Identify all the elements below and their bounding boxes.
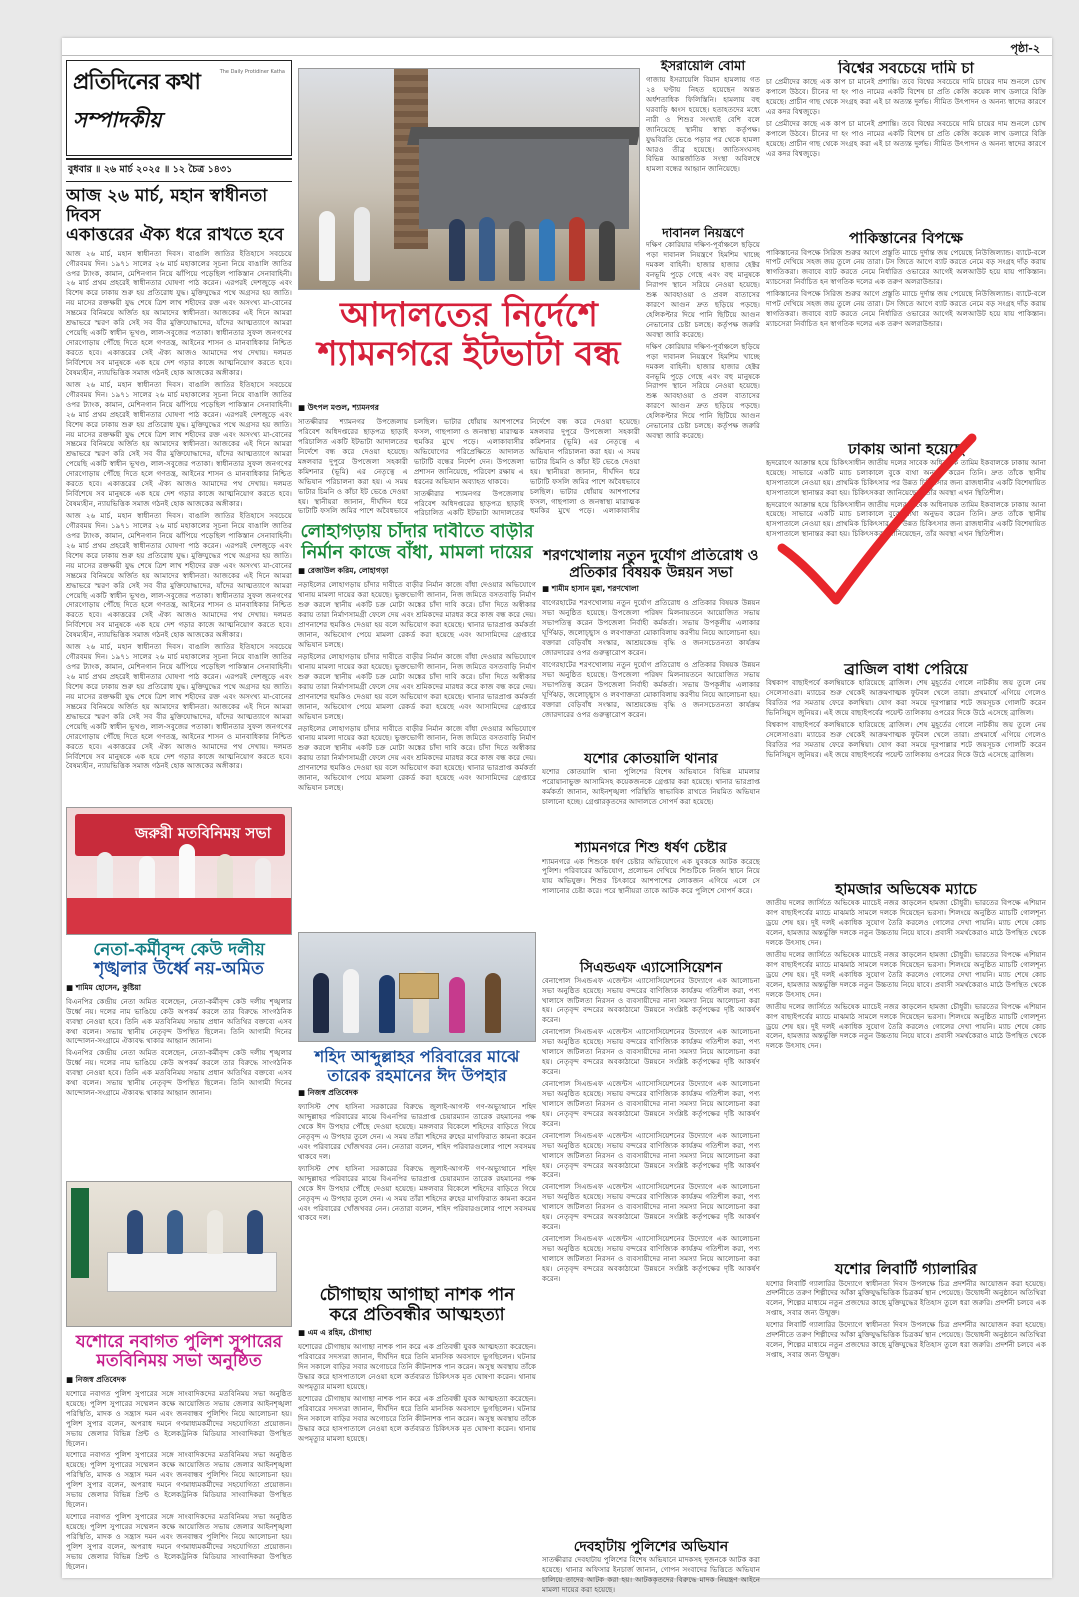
- brazil-headline: ব্রাজিল বাধা পেরিয়ে: [844, 659, 968, 678]
- table-cloth: [67, 898, 291, 934]
- sharankhola-byline: ■ শামীম হাসান মুন্না, শরণখোলা: [542, 584, 639, 594]
- gift-handover-photo: [298, 932, 536, 1042]
- lohagara-body: নড়াইলের লোহাগড়ায় চাঁদার দাবীতে বাড়ীর নির্মান কাজে বাঁধা দেওয়ার অভিযোগে থানায় মামলা দায়ের করা হয়েছে। ভুক্তভোগী জানান, নিজ জমিতে বসতবাড়ি নির্মাণ শুরু করলে স্থানীয় একটি চক্র মোটা অঙ্কের চাঁদা দাবি করে। চাঁদা দিতে অস্বীকার করায় তারা নির্মাণসামগ্রী ফেলে দেয় এবং শ্রমিকদের মারধর করে কাজ বন্ধ করে দেয়। প্রাণনাশের হুমকিও দেওয়া হয় বলে অভিযোগ করা হয়েছে। থানার ভারপ্রাপ্ত কর্মকর্তা জানান, অভিযোগ পেয়ে মামলা রেকর্ড করা হয়েছে এবং আসামিদের গ্রেপ্তারে অভিযান চলছে। নড়াইলের লোহাগড়ায় চাঁদার দাবীতে বাড়ীর নির্মান কাজে বাঁধা দেওয়ার অভিযোগে থানায় মামলা দায়ের করা হয়েছে। ভুক্তভোগী জানান, নিজ জমিতে বসতবাড়ি নির্মাণ শুরু করলে স্থানীয় একটি চক্র মোটা অঙ্কের চাঁদা দাবি করে। চাঁদা দিতে অস্বীকার করায় তারা নির্মাণসামগ্রী ফেলে দেয় এবং শ্রমিকদের মারধর করে কাজ বন্ধ করে দেয়। প্রাণনাশের হুমকিও দেওয়া হয় বলে অভিযোগ করা হয়েছে। থানার ভারপ্রাপ্ত কর্মকর্তা জানান, অভিযোগ পেয়ে মামলা রেকর্ড করা হয়েছে এবং আসামিদের গ্রেপ্তারে অভিযান চলছে। নড়াইলের লোহাগড়ায় চাঁদার দাবীতে বাড়ীর নির্মান কাজে বাঁধা দেওয়ার অভিযোগে থানায় মামলা দায়ের করা হয়েছে। ভুক্তভোগী জানান, নিজ জমিতে বসতবাড়ি নির্মাণ শুরু করলে স্থানীয় একটি চক্র মোটা অঙ্কের চাঁদা দাবি করে। চাঁদা দিতে অস্বীকার করায় তারা নির্মাণসামগ্রী ফেলে দেয় এবং শ্রমিকদের মারধর করে কাজ বন্ধ করে দেয়। প্রাণনাশের হুমকিও দেওয়া হয় বলে অভিযোগ করা হয়েছে। থানার ভারপ্রাপ্ত কর্মকর্তা জানান, অভিযোগ পেয়ে মামলা রেকর্ড করা হয়েছে এবং আসামিদের গ্রেপ্তারে অভিযান চলছে।: [298, 580, 536, 793]
- shyamnagar-child-body: শ্যামনগরে এক শিশুকে ধর্ষণ চেষ্টার অভিযোগে এক যুবককে আটক করেছে পুলিশ। পরিবারের অভিযোগ, প্রলোভন দেখিয়ে শিশুটিকে নির্জন স্থানে নিয়ে যায় অভিযুক্ত। শিশুর চিৎকারে আশপাশের লোকজন এগিয়ে এলে সে পালানোর চেষ্টা করে। পরে স্থানীয়রা তাকে আটক করে পুলিশে সোপর্দ করে।: [542, 856, 760, 896]
- shahid-headline-2: তারেক রহমানের ঈদ উপহার: [327, 1065, 507, 1085]
- column-2: [298, 522, 536, 1542]
- neta-body: বিএনপির কেন্দ্রীয় নেতা অমিত বলেছেন, নেতা-কর্মীবৃন্দ কেউ দলীয় শৃঙ্খলার উর্ধ্বে নয়। দলের নাম ভাঙিয়ে কেউ অপকর্ম করলে তার বিরুদ্ধে সাংগঠনিক ব্যবস্থা নেওয়া হবে। তিনি এক মতবিনিময় সভায় প্রধান অতিথির বক্তব্যে এসব কথা বলেন। সভায় স্থানীয় নেতৃবৃন্দ উপস্থিত ছিলেন। তিনি আগামী দিনের আন্দোলন-সংগ্রামে ঐক্যবদ্ধ থাকার আহ্বান জানান। বিএনপির কেন্দ্রীয় নেতা অমিত বলেছেন, নেতা-কর্মীবৃন্দ কেউ দলীয় শৃঙ্খলার উর্ধ্বে নয়। দলের নাম ভাঙিয়ে কেউ অপকর্ম করলে তার বিরুদ্ধে সাংগঠনিক ব্যবস্থা নেওয়া হবে। তিনি এক মতবিনিময় সভায় প্রধান অতিথির বক্তব্যে এসব কথা বলেন। সভায় স্থানীয় নেতৃবৃন্দ উপস্থিত ছিলেন। তিনি আগামী দিনের আন্দোলন-সংগ্রামে ঐক্যবদ্ধ থাকার আহ্বান জানান।: [66, 996, 292, 1098]
- dhaka-headline: ঢাকায় আনা হয়েছে: [848, 439, 964, 458]
- chougachha-headline-2: করে প্রতিবন্ধীর আত্মহত্যা: [329, 1304, 505, 1325]
- neta-headline-1: নেতা-কর্মীবৃন্দ কেউ দলীয়: [93, 939, 265, 960]
- dateline: বুধবার ॥ ২৬ মার্চ ২০২৫ ॥ ১২ চৈত্র ১৪৩১: [66, 158, 292, 182]
- sharankhola-headline-2: প্রতিকার বিষয়ক উন্নয়ন সভা: [569, 563, 733, 581]
- person-figure: [354, 207, 370, 281]
- conference-table: [107, 1252, 277, 1292]
- chougachha-body: যশোরের চৌগাছায় আগাছা নাশক পান করে এক প্রতিবন্ধী যুবক আত্মহত্যা করেছেন। পরিবারের সদস্যরা জানান, দীর্ঘদিন ধরে তিনি মানসিক অবসাদে ভুগছিলেন। ঘটনার দিন সকালে বাড়ির সবার অগোচরে তিনি কীটনাশক পান করেন। অসুস্থ অবস্থায় তাঁকে উদ্ধার করে হাসপাতালে নেওয়া হলে কর্তব্যরত চিকিৎসক মৃত ঘোষণা করেন। থানায় অপমৃত্যুর মামলা হয়েছে। যশোরের চৌগাছায় আগাছা নাশক পান করে এক প্রতিবন্ধী যুবক আত্মহত্যা করেছেন। পরিবারের সদস্যরা জানান, দীর্ঘদিন ধরে তিনি মানসিক অবসাদে ভুগছিলেন। ঘটনার দিন সকালে বাড়ির সবার অগোচরে তিনি কীটনাশক পান করেন। অসুস্থ অবস্থায় তাঁকে উদ্ধার করে হাসপাতালে নেওয়া হলে কর্তব্যরত চিকিৎসক মৃত ঘোষণা করেন। থানায় অপমৃত্যুর মামলা হয়েছে।: [298, 1342, 536, 1443]
- person-figure: [319, 211, 335, 281]
- person-figure: [509, 221, 525, 281]
- person-figure: [167, 1210, 183, 1254]
- person-figure: [343, 969, 359, 1033]
- masthead: [66, 60, 292, 156]
- police-headline-1: যশোরে নবাগত পুলিশ সুপারের: [75, 1331, 283, 1352]
- shahid-headline-1: শহিদ আব্দুল্লাহর পরিবারের মাঝে: [314, 1047, 520, 1067]
- dhaka-body: হৃদরোগে আক্রান্ত হয়ে চিকিৎসাধীন জাতীয় দলের সাবেক অধিনায়ক তামিম ইকবালকে ঢাকায় আনা হয়েছে। সাভারে একটি ম্যাচ চলাকালে বুকে ব্যথা অনুভব করেন তিনি। দ্রুত তাঁকে স্থানীয় হাসপাতালে নেওয়া হয়। প্রাথমিক চিকিৎসার পর উন্নত চিকিৎসার জন্য রাজধানীর একটি বিশেষায়িত হাসপাতালে স্থানান্তর করা হয়। চিকিৎসকরা জানিয়েছেন, তাঁর অবস্থা এখন স্থিতিশীল। হৃদরোগে আক্রান্ত হয়ে চিকিৎসাধীন জাতীয় দলের সাবেক অধিনায়ক তামিম ইকবালকে ঢাকায় আনা হয়েছে। সাভারে একটি ম্যাচ চলাকালে বুকে ব্যথা অনুভব করেন তিনি। দ্রুত তাঁকে স্থানীয় হাসপাতালে নেওয়া হয়। প্রাথমিক চিকিৎসার পর উন্নত চিকিৎসার জন্য রাজধানীর একটি বিশেষায়িত হাসপাতালে স্থানান্তর করা হয়। চিকিৎসকরা জানিয়েছেন, তাঁর অবস্থা এখন স্থিতিশীল।: [766, 457, 1046, 539]
- lohagara-headline-2: নির্মান কাজে বাঁধা, মামলা দায়ের: [301, 541, 533, 563]
- person-figure: [449, 977, 465, 1033]
- editorial-body: আজ ২৬ মার্চ, মহান স্বাধীনতা দিবস। বাঙালি জাতির ইতিহাসে সবচেয়ে গৌরবময় দিন। ১৯৭১ সালের ২৬ মার্চ মহাকালের সূচনা নিয়ে বাঙালি জাতির ওপর ট্যাংক, কামান, মেশিনগান নিয়ে ঝাঁপিয়ে পড়েছিল পাকিস্তান সেনাবাহিনী। ২৬ মার্চ প্রথম প্রহরেই স্বাধীনতার ঘোষণা পাঠ করেন। এরপরই দেশজুড়ে এবং বিশেষ করে ঢাকায় শুরু হয় প্রতিরোধ যুদ্ধ। মুক্তিযুদ্ধের পথে অগ্রসর হয় জাতি। নয় মাসের রক্তক্ষয়ী যুদ্ধ শেষে ত্রিশ লাখ শহীদের রক্ত এবং অসংখ্য মা-বোনের সম্ভ্রমের বিনিময়ে অর্জিত হয় আমাদের স্বাধীনতা। আজকের এই দিনে আমরা শ্রদ্ধাভরে স্মরণ করি সেই সব বীর মুক্তিযোদ্ধাদের, যাঁদের আত্মত্যাগে আমরা পেয়েছি একটি স্বাধীন ভূখণ্ড, লাল-সবুজের পতাকা। স্বাধীনতার সুফল জনগণের দোরগোড়ায় পৌঁছে দিতে হলে গণতন্ত্র, আইনের শাসন ও মানবাধিকার নিশ্চিত করতে হবে। একাত্তরের সেই ঐক্য আজও আমাদের পথ দেখায়। দলমত নির্বিশেষে সব মানুষকে এক হয়ে দেশ গড়ার কাজে আত্মনিয়োগ করতে হবে। বৈষম্যহীন, ন্যায়ভিত্তিক সমাজ গঠনই হোক আজকের অঙ্গীকার। আজ ২৬ মার্চ, মহান স্বাধীনতা দিবস। বাঙালি জাতির ইতিহাসে সবচেয়ে গৌরবময় দিন। ১৯৭১ সালের ২৬ মার্চ মহাকালের সূচনা নিয়ে বাঙালি জাতির ওপর ট্যাংক, কামান, মেশিনগান নিয়ে ঝাঁপিয়ে পড়েছিল পাকিস্তান সেনাবাহিনী। ২৬ মার্চ প্রথম প্রহরেই স্বাধীনতার ঘোষণা পাঠ করেন। এরপরই দেশজুড়ে এবং বিশেষ করে ঢাকায় শুরু হয় প্রতিরোধ যুদ্ধ। মুক্তিযুদ্ধের পথে অগ্রসর হয় জাতি। নয় মাসের রক্তক্ষয়ী যুদ্ধ শেষে ত্রিশ লাখ শহীদের রক্ত এবং অসংখ্য মা-বোনের সম্ভ্রমের বিনিময়ে অর্জিত হয় আমাদের স্বাধীনতা। আজকের এই দিনে আমরা শ্রদ্ধাভরে স্মরণ করি সেই সব বীর মুক্তিযোদ্ধাদের, যাঁদের আত্মত্যাগে আমরা পেয়েছি একটি স্বাধীন ভূখণ্ড, লাল-সবুজের পতাকা। স্বাধীনতার সুফল জনগণের দোরগোড়ায় পৌঁছে দিতে হলে গণতন্ত্র, আইনের শাসন ও মানবাধিকার নিশ্চিত করতে হবে। একাত্তরের সেই ঐক্য আজও আমাদের পথ দেখায়। দলমত নির্বিশেষে সব মানুষকে এক হয়ে দেশ গড়ার কাজে আত্মনিয়োগ করতে হবে। বৈষম্যহীন, ন্যায়ভিত্তিক সমাজ গঠনই হোক আজকের অঙ্গীকার। আজ ২৬ মার্চ, মহান স্বাধীনতা দিবস। বাঙালি জাতির ইতিহাসে সবচেয়ে গৌরবময় দিন। ১৯৭১ সালের ২৬ মার্চ মহাকালের সূচনা নিয়ে বাঙালি জাতির ওপর ট্যাংক, কামান, মেশিনগান নিয়ে ঝাঁপিয়ে পড়েছিল পাকিস্তান সেনাবাহিনী। ২৬ মার্চ প্রথম প্রহরেই স্বাধীনতার ঘোষণা পাঠ করেন। এরপরই দেশজুড়ে এবং বিশেষ করে ঢাকায় শুরু হয় প্রতিরোধ যুদ্ধ। মুক্তিযুদ্ধের পথে অগ্রসর হয় জাতি। নয় মাসের রক্তক্ষয়ী যুদ্ধ শেষে ত্রিশ লাখ শহীদের রক্ত এবং অসংখ্য মা-বোনের সম্ভ্রমের বিনিময়ে অর্জিত হয় আমাদের স্বাধীনতা। আজকের এই দিনে আমরা শ্রদ্ধাভরে স্মরণ করি সেই সব বীর মুক্তিযোদ্ধাদের, যাঁদের আত্মত্যাগে আমরা পেয়েছি একটি স্বাধীন ভূখণ্ড, লাল-সবুজের পতাকা। স্বাধীনতার সুফল জনগণের দোরগোড়ায় পৌঁছে দিতে হলে গণতন্ত্র, আইনের শাসন ও মানবাধিকার নিশ্চিত করতে হবে। একাত্তরের সেই ঐক্য আজও আমাদের পথ দেখায়। দলমত নির্বিশেষে সব মানুষকে এক হয়ে দেশ গড়ার কাজে আত্মনিয়োগ করতে হবে। বৈষম্যহীন, ন্যায়ভিত্তিক সমাজ গঠনই হোক আজকের অঙ্গীকার। আজ ২৬ মার্চ, মহান স্বাধীনতা দিবস। বাঙালি জাতির ইতিহাসে সবচেয়ে গৌরবময় দিন। ১৯৭১ সালের ২৬ মার্চ মহাকালের সূচনা নিয়ে বাঙালি জাতির ওপর ট্যাংক, কামান, মেশিনগান নিয়ে ঝাঁপিয়ে পড়েছিল পাকিস্তান সেনাবাহিনী। ২৬ মার্চ প্রথম প্রহরেই স্বাধীনতার ঘোষণা পাঠ করেন। এরপরই দেশজুড়ে এবং বিশেষ করে ঢাকায় শুরু হয় প্রতিরোধ যুদ্ধ। মুক্তিযুদ্ধের পথে অগ্রসর হয় জাতি। নয় মাসের রক্তক্ষয়ী যুদ্ধ শেষে ত্রিশ লাখ শহীদের রক্ত এবং অসংখ্য মা-বোনের সম্ভ্রমের বিনিময়ে অর্জিত হয় আমাদের স্বাধীনতা। আজকের এই দিনে আমরা শ্রদ্ধাভরে স্মরণ করি সেই সব বীর মুক্তিযোদ্ধাদের, যাঁদের আত্মত্যাগে আমরা পেয়েছি একটি স্বাধীন ভূখণ্ড, লাল-সবুজের পতাকা। স্বাধীনতার সুফল জনগণের দোরগোড়ায় পৌঁছে দিতে হলে গণতন্ত্র, আইনের শাসন ও মানবাধিকার নিশ্চিত করতে হবে। একাত্তরের সেই ঐক্য আজও আমাদের পথ দেখায়। দলমত নির্বিশেষে সব মানুষকে এক হয়ে দেশ গড়ার কাজে আত্মনিয়োগ করতে হবে। বৈষম্যহীন, ন্যায়ভিত্তিক সমাজ গঠনই হোক আজকের অঙ্গীকার।: [66, 248, 292, 771]
- person-figure: [139, 856, 155, 904]
- meeting-banner-text: জরুরী মতবিনিময় সভা: [135, 823, 271, 842]
- neta-headline-2: শৃঙ্খলার উর্ধ্বে নয়-অমিত: [94, 959, 264, 980]
- police-body: যশোরে নবাগত পুলিশ সুপারের সঙ্গে সাংবাদিকদের মতবিনিময় সভা অনুষ্ঠিত হয়েছে। পুলিশ সুপারের সম্মেলন কক্ষে আয়োজিত সভায় জেলার আইনশৃঙ্খলা পরিস্থিতি, মাদক ও সন্ত্রাস দমন এবং জনবান্ধব পুলিশিং নিয়ে আলোচনা হয়। পুলিশ সুপার বলেন, অপরাধ দমনে গণমাধ্যমকর্মীদের সহযোগিতা প্রয়োজন। সভায় জেলার বিভিন্ন প্রিন্ট ও ইলেকট্রনিক মিডিয়ার সাংবাদিকরা উপস্থিত ছিলেন। যশোরে নবাগত পুলিশ সুপারের সঙ্গে সাংবাদিকদের মতবিনিময় সভা অনুষ্ঠিত হয়েছে। পুলিশ সুপারের সম্মেলন কক্ষে আয়োজিত সভায় জেলার আইনশৃঙ্খলা পরিস্থিতি, মাদক ও সন্ত্রাস দমন এবং জনবান্ধব পুলিশিং নিয়ে আলোচনা হয়। পুলিশ সুপার বলেন, অপরাধ দমনে গণমাধ্যমকর্মীদের সহযোগিতা প্রয়োজন। সভায় জেলার বিভিন্ন প্রিন্ট ও ইলেকট্রনিক মিডিয়ার সাংবাদিকরা উপস্থিত ছিলেন। যশোরে নবাগত পুলিশ সুপারের সঙ্গে সাংবাদিকদের মতবিনিময় সভা অনুষ্ঠিত হয়েছে। পুলিশ সুপারের সম্মেলন কক্ষে আয়োজিত সভায় জেলার আইনশৃঙ্খলা পরিস্থিতি, মাদক ও সন্ত্রাস দমন এবং জনবান্ধব পুলিশিং নিয়ে আলোচনা হয়। পুলিশ সুপার বলেন, অপরাধ দমনে গণমাধ্যমকর্মীদের সহযোগিতা প্রয়োজন। সভায় জেলার বিভিন্ন প্রিন্ট ও ইলেকট্রনিক মিডিয়ার সাংবাদিকরা উপস্থিত ছিলেন।: [66, 1388, 292, 1570]
- person-figure: [313, 973, 329, 1033]
- editorial-headline-1: আজ ২৬ মার্চ, মহান স্বাধীনতা দিবস: [66, 186, 268, 226]
- shahid-byline: ■ নিজস্ব প্রতিবেদক: [298, 1088, 358, 1098]
- person-figure: [449, 219, 465, 281]
- hamza-body: জাতীয় দলের জার্সিতে অভিষেক ম্যাচেই নজর কাড়লেন হামজা চৌধুরী। ভারতের বিপক্ষে এশিয়ান কাপ বাছাইপর্বের ম্যাচে মাঝমাঠ সামলে দলকে দিয়েছেন ভরসা। শিলংয়ে অনুষ্ঠিত ম্যাচটি গোলশূন্য ড্রয়ে শেষ হয়। দুই দলই একাধিক সুযোগ তৈরি করলেও গোলের দেখা পায়নি। ম্যাচ শেষে কোচ বলেন, হামজার অন্তর্ভুক্তি দলকে নতুন উচ্চতায় নিয়ে যাবে। প্রবাসী সমর্থকেরাও মাঠে উপস্থিত থেকে দলকে উৎসাহ দেন। জাতীয় দলের জার্সিতে অভিষেক ম্যাচেই নজর কাড়লেন হামজা চৌধুরী। ভারতের বিপক্ষে এশিয়ান কাপ বাছাইপর্বের ম্যাচে মাঝমাঠ সামলে দলকে দিয়েছেন ভরসা। শিলংয়ে অনুষ্ঠিত ম্যাচটি গোলশূন্য ড্রয়ে শেষ হয়। দুই দলই একাধিক সুযোগ তৈরি করলেও গোলের দেখা পায়নি। ম্যাচ শেষে কোচ বলেন, হামজার অন্তর্ভুক্তি দলকে নতুন উচ্চতায় নিয়ে যাবে। প্রবাসী সমর্থকেরাও মাঠে উপস্থিত থেকে দলকে উৎসাহ দেন। জাতীয় দলের জার্সিতে অভিষেক ম্যাচেই নজর কাড়লেন হামজা চৌধুরী। ভারতের বিপক্ষে এশিয়ান কাপ বাছাইপর্বের ম্যাচে মাঝমাঠ সামলে দলকে দিয়েছেন ভরসা। শিলংয়ে অনুষ্ঠিত ম্যাচটি গোলশূন্য ড্রয়ে শেষ হয়। দুই দলই একাধিক সুযোগ তৈরি করলেও গোলের দেখা পায়নি। ম্যাচ শেষে কোচ বলেন, হামজার অন্তর্ভুক্তি দলকে নতুন উচ্চতায় নিয়ে যাবে। প্রবাসী সমর্থকেরাও মাঠে উপস্থিত থেকে দলকে উৎসাহ দেন।: [766, 898, 1046, 1051]
- page-header-bar: [62, 38, 1052, 56]
- gallery-body: যশোর লিবার্টি গ্যালারির উদ্যোগে স্বাধীনতা দিবস উপলক্ষে চিত্র প্রদর্শনীর আয়োজন করা হয়েছে। প্রদর্শনীতে তরুণ শিল্পীদের আঁকা মুক্তিযুদ্ধভিত্তিক চিত্রকর্ম স্থান পেয়েছে। উদ্বোধনী অনুষ্ঠানে অতিথিরা বলেন, শিল্পের মাধ্যমে নতুন প্রজন্মের কাছে মুক্তিযুদ্ধের ইতিহাস তুলে ধরা জরুরি। প্রদর্শনী চলবে এক সপ্তাহ, সবার জন্য উন্মুক্ত। যশোর লিবার্টি গ্যালারির উদ্যোগে স্বাধীনতা দিবস উপলক্ষে চিত্র প্রদর্শনীর আয়োজন করা হয়েছে। প্রদর্শনীতে তরুণ শিল্পীদের আঁকা মুক্তিযুদ্ধভিত্তিক চিত্রকর্ম স্থান পেয়েছে। উদ্বোধনী অনুষ্ঠানে অতিথিরা বলেন, শিল্পের মাধ্যমে নতুন প্রজন্মের কাছে মুক্তিযুদ্ধের ইতিহাস তুলে ধরা জরুরি। প্রদর্শনী চলবে এক সপ্তাহ, সবার জন্য উন্মুক্ত।: [766, 1278, 1046, 1360]
- tea-body: চা প্রেমীদের কাছে এক কাপ চা মানেই প্রশান্তি। তবে বিশ্বের সবচেয়ে দামি চায়ের দাম শুনলে চোখ কপালে উঠবে। চীনের দা হং পাও নামের একটি বিশেষ চা প্রতি কেজি কয়েক লাখ ডলারে বিক্রি হয়েছে। প্রাচীন গাছ থেকে সংগ্রহ করা এই চা অত্যন্ত দুর্লভ। সীমিত উৎপাদন ও অনন্য স্বাদের কারণে এর কদর বিশ্বজুড়ে। চা প্রেমীদের কাছে এক কাপ চা মানেই প্রশান্তি। তবে বিশ্বের সবচেয়ে দামি চায়ের দাম শুনলে চোখ কপালে উঠবে। চীনের দা হং পাও নামের একটি বিশেষ চা প্রতি কেজি কয়েক লাখ ডলারে বিক্রি হয়েছে। প্রাচীন গাছ থেকে সংগ্রহ করা এই চা অত্যন্ত দুর্লভ। সীমিত উৎপাদন ও অনন্য স্বাদের কারণে এর কদর বিশ্বজুড়ে।: [766, 77, 1046, 158]
- flag: [71, 1188, 89, 1278]
- person-figure: [97, 852, 113, 904]
- sharankhola-body: বাগেরহাটের শরণখোলায় নতুন দুর্যোগ প্রতিরোধ ও প্রতিকার বিষয়ক উন্নয়ন সভা অনুষ্ঠিত হয়েছে। উপজেলা পরিষদ মিলনায়তনে আয়োজিত সভায় সভাপতিত্ব করেন উপজেলা নির্বাহী কর্মকর্তা। সভায় উপকূলীয় এলাকার ঘূর্ণিঝড়, জলোচ্ছ্বাস ও লবণাক্ততা মোকাবিলায় করণীয় নিয়ে আলোচনা হয়। বক্তারা বেড়িবাঁধ সংস্কার, আশ্রয়কেন্দ্র বৃদ্ধি ও জনসচেতনতা কার্যক্রম জোরদারের ওপর গুরুত্বারোপ করেন। বাগেরহাটের শরণখোলায় নতুন দুর্যোগ প্রতিরোধ ও প্রতিকার বিষয়ক উন্নয়ন সভা অনুষ্ঠিত হয়েছে। উপজেলা পরিষদ মিলনায়তনে আয়োজিত সভায় সভাপতিত্ব করেন উপজেলা নির্বাহী কর্মকর্তা। সভায় উপকূলীয় এলাকার ঘূর্ণিঝড়, জলোচ্ছ্বাস ও লবণাক্ততা মোকাবিলায় করণীয় নিয়ে আলোচনা হয়। বক্তারা বেড়িবাঁধ সংস্কার, আশ্রয়কেন্দ্র বৃদ্ধি ও জনসচেতনতা কার্যক্রম জোরদারের ওপর গুরুত্বারোপ করেন।: [542, 598, 760, 719]
- person-figure: [127, 1210, 143, 1254]
- newspaper-page: [62, 38, 1052, 1594]
- person-figure: [479, 217, 495, 281]
- masthead-section: সম্পাদকীয়: [73, 107, 162, 132]
- sharankhola-headline-1: শরণখোলায় নতুন দুর্যোগ প্রতিরোধ ও: [543, 548, 759, 564]
- brazil-body: বিশ্বকাপ বাছাইপর্বে কলম্বিয়াকে হারিয়েছে ব্রাজিল। শেষ মুহূর্তের গোলে নাটকীয় জয় তুলে নেয় সেলেসাওরা। ম্যাচের শুরু থেকেই আক্রমণাত্মক ফুটবল খেলে তারা। প্রথমার্ধে এগিয়ে গেলেও বিরতির পর সমতায় ফেরে কলম্বিয়া। যোগ করা সময়ে দূরপাল্লার শটে জয়সূচক গোলটি করেন ভিনিসিয়ুস জুনিয়র। এই জয়ে বাছাইপর্বের পয়েন্ট তালিকায় ওপরের দিকে উঠে এসেছে ব্রাজিল। বিশ্বকাপ বাছাইপর্বে কলম্বিয়াকে হারিয়েছে ব্রাজিল। শেষ মুহূর্তের গোলে নাটকীয় জয় তুলে নেয় সেলেসাওরা। ম্যাচের শুরু থেকেই আক্রমণাত্মক ফুটবল খেলে তারা। প্রথমার্ধে এগিয়ে গেলেও বিরতির পর সমতায় ফেরে কলম্বিয়া। যোগ করা সময়ে দূরপাল্লার শটে জয়সূচক গোলটি করেন ভিনিসিয়ুস জুনিয়র। এই জয়ে বাছাইপর্বের পয়েন্ট তালিকায় ওপরের দিকে উঠে এসেছে ব্রাজিল।: [766, 678, 1046, 759]
- lead-body: সাতক্ষীরার শ্যামনগর উপজেলায় পরিবেশ অধিদপ্তরের ছাড়পত্র ছাড়াই পরিচালিত একটি ইটভাটা আদালতের নির্দেশে বন্ধ করে দেওয়া হয়েছে। মঙ্গলবার দুপুরে উপজেলা সহকারী কমিশনার (ভূমি) এর নেতৃত্বে এ অভিযান পরিচালনা করা হয়। এ সময় ভাটার চিমনি ও কাঁচা ইট ভেঙে দেওয়া হয়। স্থানীয়রা জানান, দীর্ঘদিন ধরে ভাটাটি ফসলি জমির পাশে অবৈধভাবে চলছিল। ভাটার ধোঁয়ায় আশপাশের ফসল, গাছপালা ও জনস্বাস্থ্য মারাত্মক হুমকির মুখে পড়ে। এলাকাবাসীর অভিযোগের পরিপ্রেক্ষিতে আদালত ভাটাটি বন্ধের নির্দেশ দেন। উপজেলা প্রশাসন জানিয়েছে, পরিবেশ রক্ষায় এ ধরনের অভিযান অব্যাহত থাকবে। সাতক্ষীরার শ্যামনগর উপজেলায় পরিবেশ অধিদপ্তরের ছাড়পত্র ছাড়াই পরিচালিত একটি ইটভাটা আদালতের নির্দেশে বন্ধ করে দেওয়া হয়েছে। মঙ্গলবার দুপুরে উপজেলা সহকারী কমিশনার (ভূমি) এর নেতৃত্বে এ অভিযান পরিচালনা করা হয়। এ সময় ভাটার চিমনি ও কাঁচা ইট ভেঙে দেওয়া হয়। স্থানীয়রা জানান, দীর্ঘদিন ধরে ভাটাটি ফসলি জমির পাশে অবৈধভাবে চলছিল। ভাটার ধোঁয়ায় আশপাশের ফসল, গাছপালা ও জনস্বাস্থ্য মারাত্মক হুমকির মুখে পড়ে। এলাকাবাসীর: [298, 417, 640, 518]
- tea-headline: বিশ্বের সবচেয়ে দামি চা: [838, 60, 974, 77]
- person-figure: [217, 854, 233, 904]
- lohagara-headline-1: লোহাগড়ায় চাঁদার দাবীতে বাড়ীর: [300, 522, 534, 542]
- cnb-body: বেনাপোল সিএন্ডএফ এজেন্টস এ্যাসোসিয়েশনের উদ্যোগে এক আলোচনা সভা অনুষ্ঠিত হয়েছে। সভায় বন্দরের বাণিজ্যিক কার্যক্রম গতিশীল করা, পণ্য খালাসে জটিলতা নিরসন ও ব্যবসায়ীদের নানা সমস্যা নিয়ে আলোচনা করা হয়। নেতৃবৃন্দ বন্দরের অবকাঠামো উন্নয়নে সংশ্লিষ্ট কর্তৃপক্ষের দৃষ্টি আকর্ষণ করেন। বেনাপোল সিএন্ডএফ এজেন্টস এ্যাসোসিয়েশনের উদ্যোগে এক আলোচনা সভা অনুষ্ঠিত হয়েছে। সভায় বন্দরের বাণিজ্যিক কার্যক্রম গতিশীল করা, পণ্য খালাসে জটিলতা নিরসন ও ব্যবসায়ীদের নানা সমস্যা নিয়ে আলোচনা করা হয়। নেতৃবৃন্দ বন্দরের অবকাঠামো উন্নয়নে সংশ্লিষ্ট কর্তৃপক্ষের দৃষ্টি আকর্ষণ করেন। বেনাপোল সিএন্ডএফ এজেন্টস এ্যাসোসিয়েশনের উদ্যোগে এক আলোচনা সভা অনুষ্ঠিত হয়েছে। সভায় বন্দরের বাণিজ্যিক কার্যক্রম গতিশীল করা, পণ্য খালাসে জটিলতা নিরসন ও ব্যবসায়ীদের নানা সমস্যা নিয়ে আলোচনা করা হয়। নেতৃবৃন্দ বন্দরের অবকাঠামো উন্নয়নে সংশ্লিষ্ট কর্তৃপক্ষের দৃষ্টি আকর্ষণ করেন। বেনাপোল সিএন্ডএফ এজেন্টস এ্যাসোসিয়েশনের উদ্যোগে এক আলোচনা সভা অনুষ্ঠিত হয়েছে। সভায় বন্দরের বাণিজ্যিক কার্যক্রম গতিশীল করা, পণ্য খালাসে জটিলতা নিরসন ও ব্যবসায়ীদের নানা সমস্যা নিয়ে আলোচনা করা হয়। নেতৃবৃন্দ বন্দরের অবকাঠামো উন্নয়নে সংশ্লিষ্ট কর্তৃপক্ষের দৃষ্টি আকর্ষণ করেন। বেনাপোল সিএন্ডএফ এজেন্টস এ্যাসোসিয়েশনের উদ্যোগে এক আলোচনা সভা অনুষ্ঠিত হয়েছে। সভায় বন্দরের বাণিজ্যিক কার্যক্রম গতিশীল করা, পণ্য খালাসে জটিলতা নিরসন ও ব্যবসায়ীদের নানা সমস্যা নিয়ে আলোচনা করা হয়। নেতৃবৃন্দ বন্দরের অবকাঠামো উন্নয়নে সংশ্লিষ্ট কর্তৃপক্ষের দৃষ্টি আকর্ষণ করেন। বেনাপোল সিএন্ডএফ এজেন্টস এ্যাসোসিয়েশনের উদ্যোগে এক আলোচনা সভা অনুষ্ঠিত হয়েছে। সভায় বন্দরের বাণিজ্যিক কার্যক্রম গতিশীল করা, পণ্য খালাসে জটিলতা নিরসন ও ব্যবসায়ীদের নানা সমস্যা নিয়ে আলোচনা করা হয়। নেতৃবৃন্দ বন্দরের অবকাঠামো উন্নয়নে সংশ্লিষ্ট কর্তৃপক্ষের দৃষ্টি আকর্ষণ করেন।: [542, 975, 760, 1283]
- person-figure: [179, 844, 195, 904]
- wildfire-body: দক্ষিণ কোরিয়ার দক্ষিণ-পূর্বাঞ্চলে ছড়িয়ে পড়া দাবানল নিয়ন্ত্রণে হিমশিম খাচ্ছে দমকল বাহিনী। হাজার হাজার হেক্টর বনভূমি পুড়ে গেছে এবং বহু মানুষকে নিরাপদ স্থানে সরিয়ে নেওয়া হয়েছে। শুষ্ক আবহাওয়া ও প্রবল বাতাসের কারণে আগুন দ্রুত ছড়িয়ে পড়ছে। হেলিকপ্টার দিয়ে পানি ছিটিয়ে আগুন নেভানোর চেষ্টা চলছে। কর্তৃপক্ষ জরুরি অবস্থা জারি করেছে। দক্ষিণ কোরিয়ার দক্ষিণ-পূর্বাঞ্চলে ছড়িয়ে পড়া দাবানল নিয়ন্ত্রণে হিমশিম খাচ্ছে দমকল বাহিনী। হাজার হাজার হেক্টর বনভূমি পুড়ে গেছে এবং বহু মানুষকে নিরাপদ স্থানে সরিয়ে নেওয়া হয়েছে। শুষ্ক আবহাওয়া ও প্রবল বাতাসের কারণে আগুন দ্রুত ছড়িয়ে পড়ছে। হেলিকপ্টার দিয়ে পানি ছিটিয়ে আগুন নেভানোর চেষ্টা চলছে। কর্তৃপক্ষ জরুরি অবস্থা জারি করেছে।: [646, 240, 760, 441]
- gallery-headline: যশোর লিবার্টি গ্যালারির: [834, 1260, 978, 1279]
- shed: [419, 139, 629, 229]
- page-number: পৃষ্ঠা-২: [1010, 42, 1040, 55]
- kotwali-headline: যশোর কোতয়ালি থানার: [584, 751, 718, 768]
- person-figure: [599, 221, 615, 281]
- pakistan-body: পাকিস্তানের বিপক্ষে সিরিজ শুরুর আগে প্রস্তুতি ম্যাচে দুর্দান্ত জয় পেয়েছে নিউজিল্যান্ড। ব্যাটে-বলে দাপট দেখিয়ে সহজ জয় তুলে নেয় তারা। টস জিতে আগে ব্যাট করতে নেমে বড় সংগ্রহ দাঁড় করায় স্বাগতিকরা। জবাবে ব্যাট করতে নেমে নির্ধারিত ওভারের আগেই অলআউট হয়ে যায় পাকিস্তান। ম্যাচসেরা নির্বাচিত হন স্বাগতিক দলের এক তরুণ অলরাউন্ডার। পাকিস্তানের বিপক্ষে সিরিজ শুরুর আগে প্রস্তুতি ম্যাচে দুর্দান্ত জয় পেয়েছে নিউজিল্যান্ড। ব্যাটে-বলে দাপট দেখিয়ে সহজ জয় তুলে নেয় তারা। টস জিতে আগে ব্যাট করতে নেমে বড় সংগ্রহ দাঁড় করায় স্বাগতিকরা। জবাবে ব্যাট করতে নেমে নির্ধারিত ওভারের আগেই অলআউট হয়ে যায় পাকিস্তান। ম্যাচসেরা নির্বাচিত হন স্বাগতিক দলের এক তরুণ অলরাউন্ডার।: [766, 247, 1046, 329]
- kotwali-body: যশোর কোতয়ালি থানা পুলিশের বিশেষ অভিযানে বিভিন্ন মামলার পরোয়ানাভুক্ত আসামিসহ কয়েকজনকে গ্রেপ্তার করা হয়েছে। থানার ভারপ্রাপ্ত কর্মকর্তা জানান, আইনশৃঙ্খলা পরিস্থিতি স্বাভাবিক রাখতে নিয়মিত অভিযান চালানো হচ্ছে। গ্রেপ্তারকৃতদের আদালতে সোপর্দ করা হয়েছে।: [542, 767, 760, 807]
- column-1: [66, 60, 292, 1570]
- lead-headline-1: আদালতের নির্দেশে: [340, 295, 598, 335]
- person-figure: [539, 219, 555, 281]
- neta-byline: ■ শামিম হোসেন, কুষ্টিয়া: [66, 982, 141, 992]
- israel-body: গাজায় ইসরায়েলি বিমান হামলায় গত ২৪ ঘণ্টায় নিহত হয়েছেন অন্তত অর্ধশতাধিক ফিলিস্তিনি। হামলায় বহু ঘরবাড়ি ধ্বংস হয়েছে। হতাহতদের মধ্যে নারী ও শিশুর সংখ্যাই বেশি বলে জানিয়েছে স্থানীয় স্বাস্থ্য কর্তৃপক্ষ। যুদ্ধবিরতি ভেঙে পড়ার পর থেকে হামলা আরও তীব্র হয়েছে। জাতিসংঘসহ বিভিন্ন আন্তর্জাতিক সংস্থা অবিলম্বে হামলা বন্ধের আহ্বান জানিয়েছে।: [646, 74, 760, 174]
- police-byline: ■ নিজস্ব প্রতিবেদক: [66, 1374, 126, 1384]
- masthead-english: The Daily Protidiner Katha: [219, 69, 285, 75]
- hamza-headline: হামজার অভিষেক ম্যাচে: [835, 880, 977, 898]
- meeting-photo: [66, 807, 292, 935]
- chougachha-byline: ■ এম এ রহিম, চৌগাছা: [298, 1328, 372, 1338]
- person-figure: [485, 973, 501, 1033]
- wildfire-headline: দাবানল নিয়ন্ত্রণে: [662, 224, 744, 240]
- gift-box: [399, 973, 439, 999]
- person-figure: [207, 1210, 223, 1254]
- person-figure: [569, 217, 585, 281]
- column-4: [766, 60, 1046, 1570]
- person-figure: [247, 1210, 263, 1254]
- chougachha-headline-1: চৌগাছায় আগাছা নাশক পান: [319, 1285, 515, 1306]
- pakistan-headline: পাকিস্তানের বিপক্ষে: [849, 229, 963, 248]
- lead-headline-2: শ্যামনগরে ইটভাটা বন্ধ: [317, 334, 621, 375]
- israel-headline: ইসরায়েলি বোমা: [660, 60, 746, 74]
- cnb-headline: সিএন্ডএফ এ্যাসোসিয়েশন: [579, 959, 723, 976]
- column-3: [542, 548, 760, 1597]
- editorial-headline-2: একাত্তরের ঐক্য ধরে রাখতে হবে: [66, 225, 284, 246]
- masthead-name: প্রতিদিনের কথা: [73, 69, 200, 95]
- shahid-body: ফ্যাসিস্ট শেখ হাসিনা সরকারের বিরুদ্ধে জুলাই-আগস্ট গণ-অভ্যুত্থানে শহিদ আব্দুল্লাহর পরিবারের মাঝে বিএনপির ভারপ্রাপ্ত চেয়ারম্যান তারেক রহমানের পক্ষ থেকে ঈদ উপহার পৌঁছে দেওয়া হয়েছে। মঙ্গলবার বিকেলে শহিদের বাড়িতে গিয়ে নেতৃবৃন্দ এ উপহার তুলে দেন। এ সময় তাঁরা শহিদের রুহের মাগফিরাত কামনা করেন এবং পরিবারের খোঁজখবর নেন। নেতারা বলেন, শহিদ পরিবারগুলোর পাশে সবসময় থাকবে দল। ফ্যাসিস্ট শেখ হাসিনা সরকারের বিরুদ্ধে জুলাই-আগস্ট গণ-অভ্যুত্থানে শহিদ আব্দুল্লাহর পরিবারের মাঝে বিএনপির ভারপ্রাপ্ত চেয়ারম্যান তারেক রহমানের পক্ষ থেকে ঈদ উপহার পৌঁছে দেওয়া হয়েছে। মঙ্গলবার বিকেলে শহিদের বাড়িতে গিয়ে নেতৃবৃন্দ এ উপহার তুলে দেন। এ সময় তাঁরা শহিদের রুহের মাগফিরাত কামনা করেন এবং পরিবারের খোঁজখবর নেন। নেতারা বলেন, শহিদ পরিবারগুলোর পাশে সবসময় থাকবে দল।: [298, 1102, 536, 1223]
- police-meeting-photo: [66, 1181, 292, 1327]
- lohagara-byline: ■ রেজাউল করিম, লোহাগড়া: [298, 566, 389, 576]
- brick-kiln-photo: [298, 68, 640, 290]
- lead-headline-block: [298, 296, 640, 374]
- lead-article: [298, 400, 640, 521]
- shyamnagar-child-headline: শ্যামনগরে শিশু ধর্ষণ চেষ্টার: [575, 840, 727, 857]
- lead-byline: ■ উৎপল মণ্ডল, শ্যামনগর: [298, 403, 379, 412]
- debhata-headline: দেবহাটায় পুলিশের অভিযান: [573, 1538, 729, 1555]
- debhata-body: সাতক্ষীরার দেবহাটায় পুলিশের বিশেষ অভিযানে মাদকসহ দুজনকে আটক করা হয়েছে। থানার অফিসার ইনচার্জ জানান, গোপন সংবাদের ভিত্তিতে অভিযান চালিয়ে তাদের আটক করা হয়। আটককৃতদের বিরুদ্ধে মাদক নিয়ন্ত্রণ আইনে মামলা দায়ের করা হয়েছে।: [542, 1554, 760, 1594]
- police-headline-2: মতবিনিময় সভা অনুষ্ঠিত: [96, 1351, 262, 1372]
- column-3-top: [646, 60, 760, 490]
- person-figure: [379, 975, 395, 1033]
